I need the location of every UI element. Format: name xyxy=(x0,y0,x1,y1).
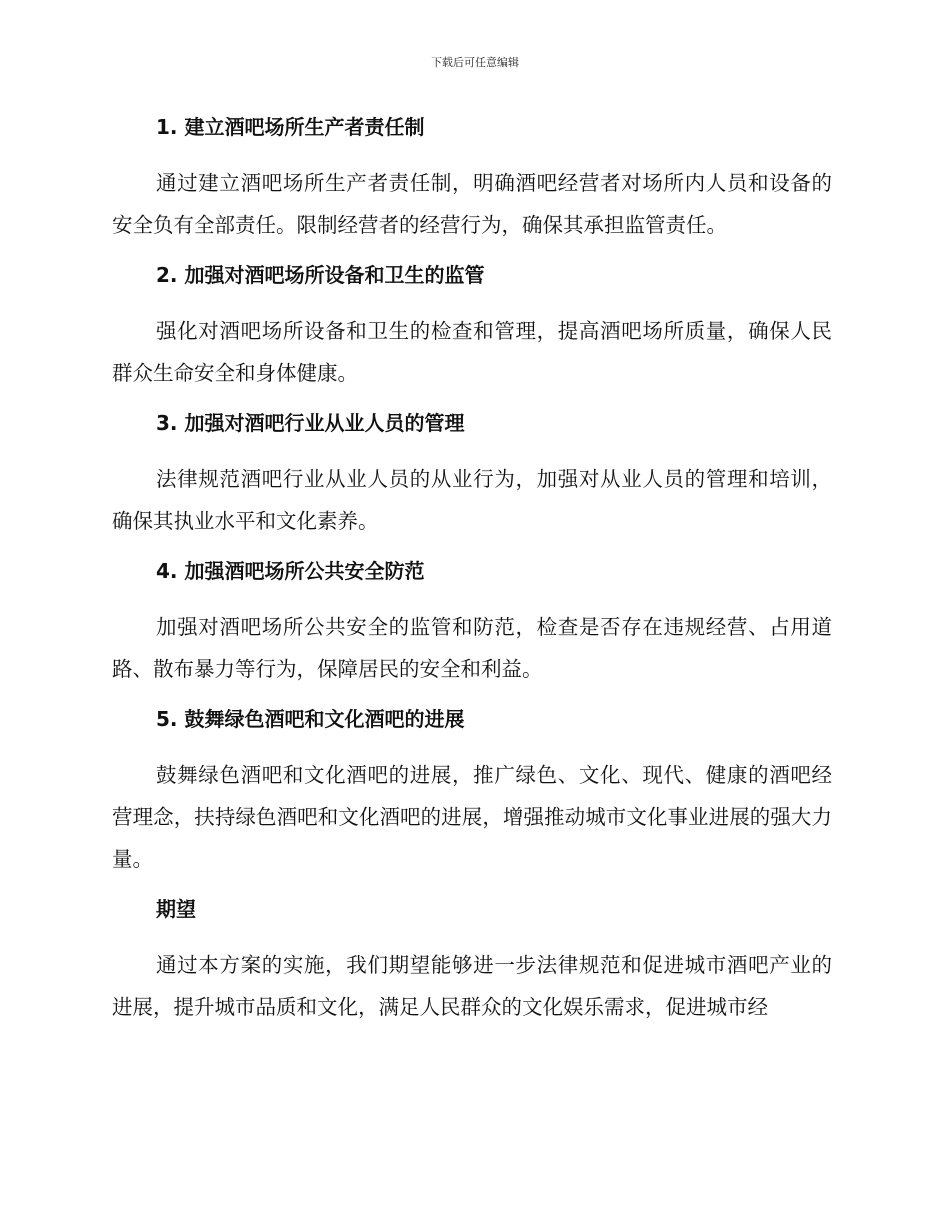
section-paragraph: 鼓舞绿色酒吧和文化酒吧的进展，推广绿色、文化、现代、健康的酒吧经营理念，扶持绿色酒吧和文化酒吧的进展，增强推动城市文化事业进展的强大力量。 xyxy=(112,763,832,871)
section-heading: 4. 加强酒吧场所公共安全防范 xyxy=(156,559,425,583)
section-2 xyxy=(112,260,832,394)
section-1 xyxy=(112,112,832,246)
document-body xyxy=(112,112,832,1042)
page-header-note: 下载后可任意编辑 xyxy=(431,56,519,69)
section-4 xyxy=(112,556,832,690)
section-heading: 1. 建立酒吧场所生产者责任制 xyxy=(156,115,425,139)
section-heading: 3. 加强对酒吧行业从业人员的管理 xyxy=(156,411,465,435)
section-paragraph: 法律规范酒吧行业从业人员的从业行为，加强对从业人员的管理和培训，确保其执业水平和文化素养。 xyxy=(112,467,832,533)
section-paragraph: 通过本方案的实施，我们期望能够进一步法律规范和促进城市酒吧产业的进展，提升城市品质和文化，满足人民群众的文化娱乐需求，促进城市经 xyxy=(112,953,832,1019)
section-heading: 期望 xyxy=(156,897,196,921)
section-3 xyxy=(112,408,832,542)
section-paragraph: 加强对酒吧场所公共安全的监管和防范，检查是否存在违规经营、占用道路、散布暴力等行为，保障居民的安全和利益。 xyxy=(112,615,832,681)
section-paragraph: 强化对酒吧场所设备和卫生的检查和管理，提高酒吧场所质量，确保人民群众生命安全和身体健康。 xyxy=(112,319,832,385)
section-5 xyxy=(112,704,832,880)
section-heading: 2. 加强对酒吧场所设备和卫生的监管 xyxy=(156,263,485,287)
section-paragraph: 通过建立酒吧场所生产者责任制，明确酒吧经营者对场所内人员和设备的安全负有全部责任。限制经营者的经营行为，确保其承担监管责任。 xyxy=(112,171,832,237)
section-expectation xyxy=(112,894,832,1028)
section-heading: 5. 鼓舞绿色酒吧和文化酒吧的进展 xyxy=(156,707,465,731)
